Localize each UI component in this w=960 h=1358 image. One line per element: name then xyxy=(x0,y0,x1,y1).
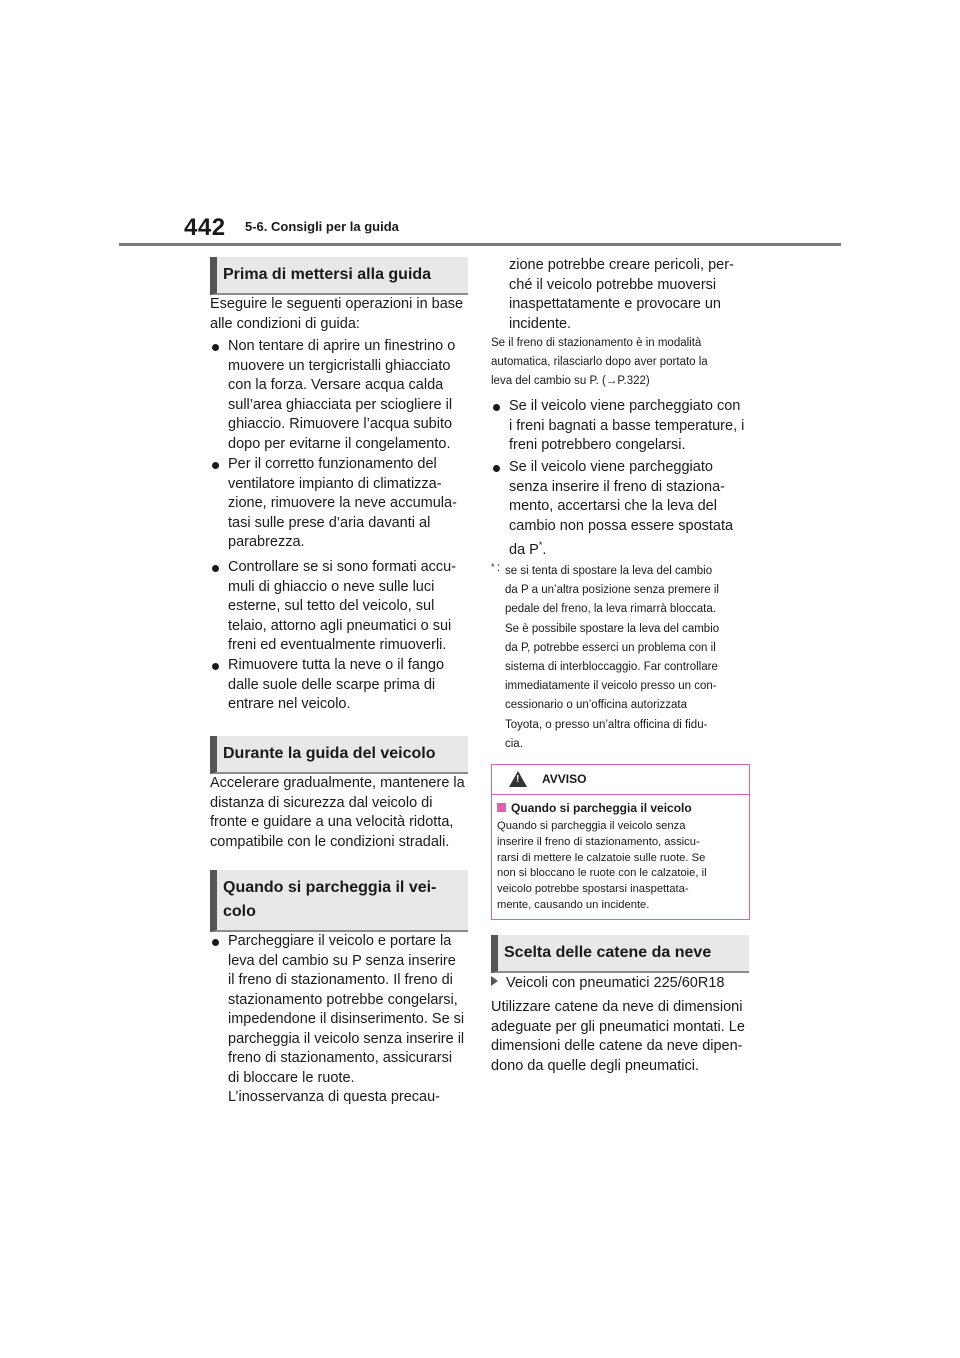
bullet-dot-icon xyxy=(212,663,219,670)
footnote-lead: : xyxy=(497,562,501,574)
parking-brake-note: Se il freno di stazionamento è in modalità automatica, rilasciarlo dopo aver portato la leva del cambio su P. (→P.322) xyxy=(491,337,708,387)
tire-size-text: Veicoli con pneumatici 225/60R18 xyxy=(506,975,725,991)
list-item xyxy=(210,558,468,656)
section-heading-before-driving: Prima di mettersi alla guida xyxy=(210,257,468,295)
intro-text: Eseguire le seguenti operazioni in base alle condizioni di guida: xyxy=(210,296,464,332)
list-item-text: Per il corretto funzionamento del ventilatore impianto di climatizza- zione, rimuovere la neve accumula- tasi sulle prese d’aria davanti al parabrezza. xyxy=(228,456,457,550)
warning-title: AVVISO xyxy=(542,772,587,786)
triangle-arrow-icon xyxy=(491,976,498,986)
continuation-text-body: zione potrebbe creare pericoli, per- ché il veicolo potrebbe muoversi inaspettatamente e provocare un incidente. xyxy=(509,257,734,332)
bullet-dot-icon xyxy=(212,344,219,351)
list-item xyxy=(210,337,468,454)
warning-glyph: ! xyxy=(516,774,520,785)
list-item-end: . xyxy=(542,541,547,558)
snow-chains-section xyxy=(491,0,749,1358)
section-heading-snow-chains: Scelta delle catene da neve xyxy=(491,935,749,973)
bullet-dot-icon xyxy=(212,462,219,469)
heading-line: colo xyxy=(223,903,256,920)
list-item-text: Non tentare di aprire un finestrino o muovere un tergicristalli ghiacciato con la forza. Versare acqua calda sull’area ghiacciata per sciogliere il ghiaccio. Rimuovere l’acqua subito dopo per evitarne il congelamento. xyxy=(228,338,456,452)
tire-size-item xyxy=(491,974,749,994)
footnote-text: se si tenta di spostare la leva del cambio da P a un’altra posizione senza premere il pedale del freno, la leva rimarrà bloccata. Se è possibile spostare la leva del cambio da P, potrebbe esserci un problema con il sistema di interbloccaggio. Far controllare immediatamente il veicolo presso un con- cessionario o un’officina autorizzata Toyota, o presso un’altra officina di fidu- cia. xyxy=(505,565,720,750)
list-item-text: Rimuovere tutta la neve o il fango dalle suole delle scarpe prima di entrare nel veicolo. xyxy=(228,657,445,712)
list-item-text: Parcheggiare il veicolo e portare la leva del cambio su P senza inserire il freno di stazionamento. Il freno di stazionamento potrebbe congelarsi, impedendone il disinserimento. Se si parcheggia il veicolo senza inserire il freno di stazionamento, assicurarsi di bloccare le ruote. L’inosservanza di questa precau- xyxy=(228,933,465,1105)
heading-line: Quando si parcheggia il vei- xyxy=(223,879,437,896)
bullet-dot-icon xyxy=(212,939,219,946)
list-item-text: Se il veicolo viene parcheggiato con i freni bagnati a basse temperature, i freni potrebbero congelarsi. xyxy=(509,398,745,453)
footnote-mark: * xyxy=(491,562,495,572)
running-head: 5-6. Consigli per la guida xyxy=(245,219,399,234)
list-item-text: Controllare se si sono formati accu- muli di ghiaccio o neve sulle luci esterne, sul tetto del veicolo, sul telaio, attorno agli pneumatici o sui freni ed eventualmente rimuoverli. xyxy=(228,559,457,653)
bullet-dot-icon xyxy=(212,565,219,572)
list-item xyxy=(210,455,468,553)
list-item-text-main: Se il veicolo viene parcheggiato senza inserire il freno di staziona- mento, accertarsi che la leva del cambio non possa essere spostata da P xyxy=(509,459,734,558)
section-heading-parking xyxy=(210,870,468,932)
page-number: 442 xyxy=(184,214,226,241)
warning-subtitle-text: Quando si parcheggia il veicolo xyxy=(511,801,692,815)
list-item xyxy=(210,932,468,1108)
snow-chains-text: Utilizzare catene da neve di dimensioni adeguate per gli pneumatici montati. Le dimensioni delle catene da neve dipen-dono da quelle degli pneumatici. xyxy=(491,999,745,1074)
footnote-ref: * xyxy=(538,540,543,550)
list-item xyxy=(210,656,468,715)
warning-body: Quando si parcheggia il veicolo senza inserire il freno di stazionamento, assicu- rarsi di mettere le calzatoie sulle ruote. Se non si bloccano le ruote con le calzatoie, il veicolo potrebbe spostarsi inaspettata- mente, causando un incidente. xyxy=(497,820,707,911)
left-column xyxy=(210,0,468,1358)
section-heading-while-driving: Durante la guida del veicolo xyxy=(210,736,468,774)
driving-text: Accelerare gradualmente, mantenere la distanza di sicurezza dal veicolo di fronte e guidare a una velocità ridotta, compatibile con le condizioni stradali. xyxy=(210,775,465,850)
